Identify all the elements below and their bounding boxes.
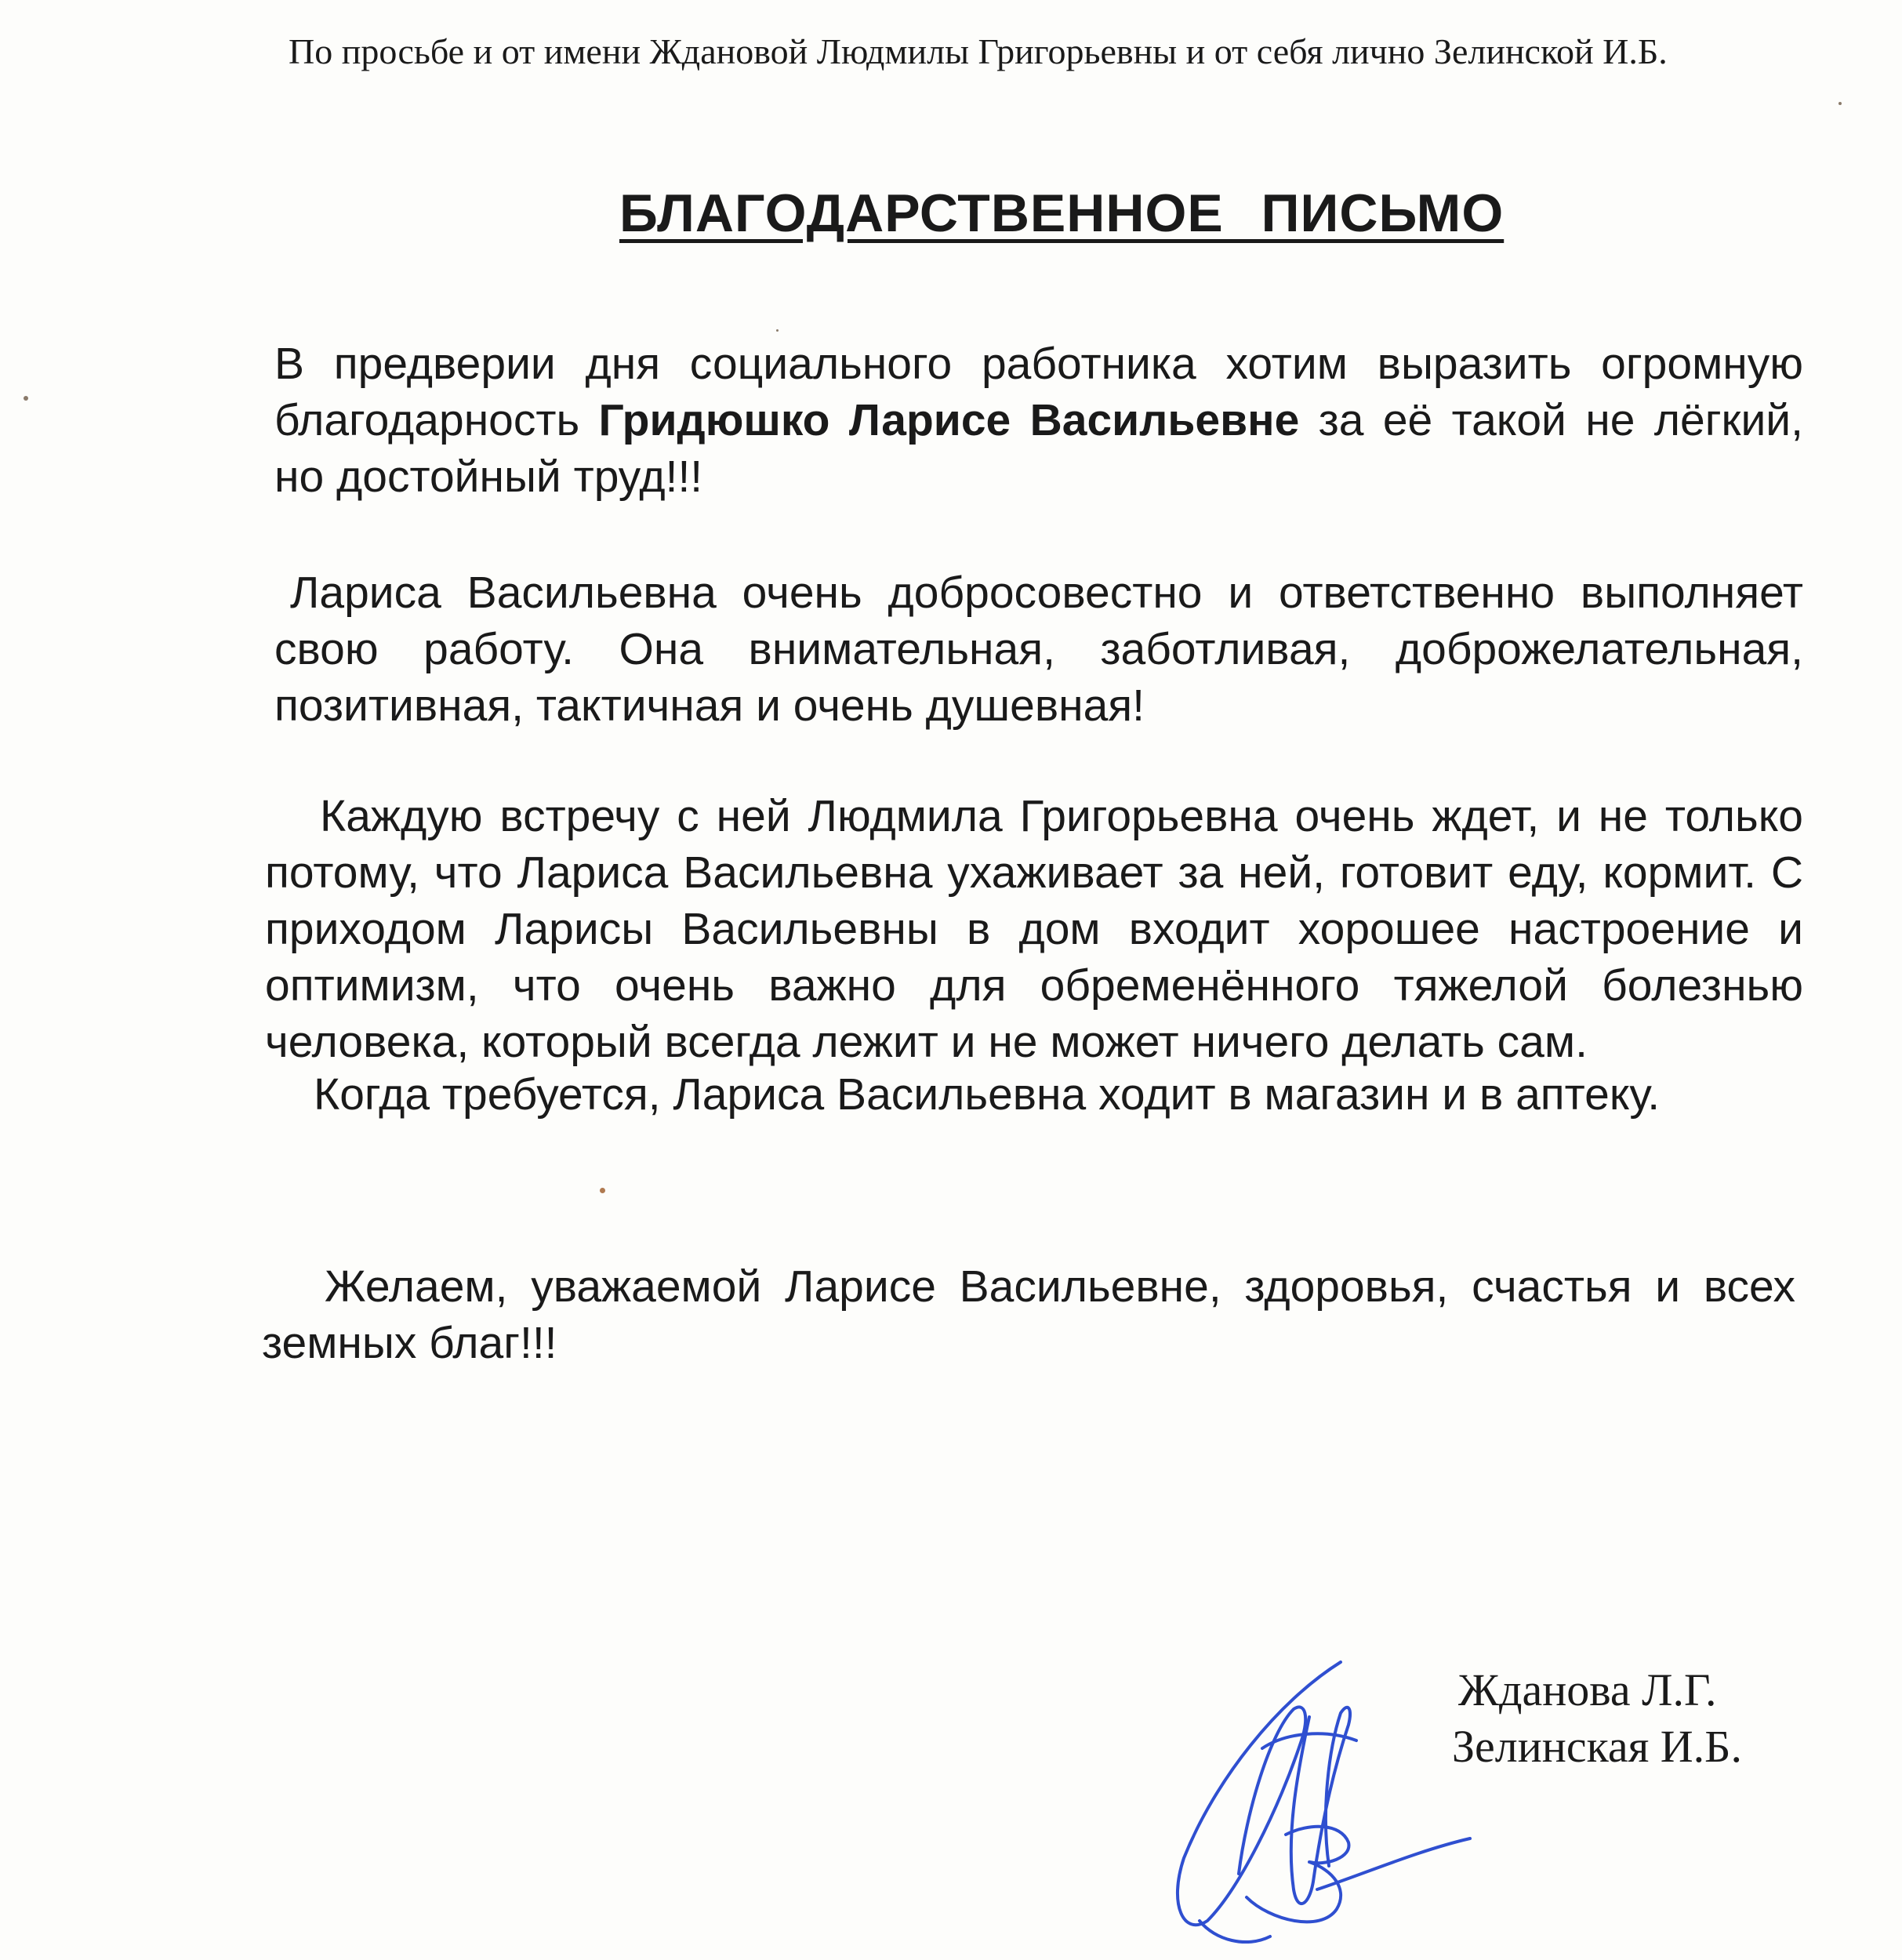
recipient-name: Гридюшко Ларисе Васильевне <box>598 395 1300 445</box>
signers-block <box>1452 1662 1742 1775</box>
signer-zelinskaya: Зелинская И.Б. <box>1452 1721 1742 1772</box>
paper-speck <box>24 396 28 401</box>
handwritten-signature-icon <box>1152 1654 1482 1960</box>
gratitude-text-end: за её такой не лёгкий, но достойный труд!!! <box>274 395 1803 502</box>
paragraph-qualities: Лариса Васильевна очень добросовестно и ответственно выполняет свою работу. Она внимательная, заботливая, доброжелательная, позитивная, тактичная и очень душевная! <box>274 568 1803 731</box>
signer-zhdanova: Жданова Л.Г. <box>1458 1664 1717 1715</box>
paper-speck <box>776 329 779 332</box>
paper-speck <box>1838 102 1842 105</box>
paragraph-wishes: Желаем, уважаемой Ларисе Васильевне, здоровья, счастья и всех земных благ!!! <box>262 1261 1795 1368</box>
letter-title: БЛАГОДАРСТВЕННОЕ ПИСЬМО <box>619 183 1505 243</box>
header-note: По просьбе и от имени Ждановой Людмилы Григорьевны и от себя лично Зелинской И.Б. <box>289 31 1668 71</box>
paragraph-meetings: Каждую встречу с ней Людмила Григорьевна очень ждет, и не только потому, что Лариса Васильевна ухаживает за ней, готовит еду, кормит. С приходом Ларисы Васильевны в дом входит хорошее настроение и оптимизм, что очень важно для обременённого тяжелой болезнью человека, который всегда лежит и не может ничего делать сам. <box>265 791 1803 1067</box>
gratitude-text-start: В предверии дня социального работника хотим выразить огромную благодарность <box>274 339 1803 445</box>
paragraph-gratitude <box>274 336 1803 505</box>
paper-speck <box>600 1188 605 1193</box>
paragraph-errands: Когда требуется, Лариса Васильевна ходит в магазин и в аптеку. <box>314 1069 1661 1120</box>
